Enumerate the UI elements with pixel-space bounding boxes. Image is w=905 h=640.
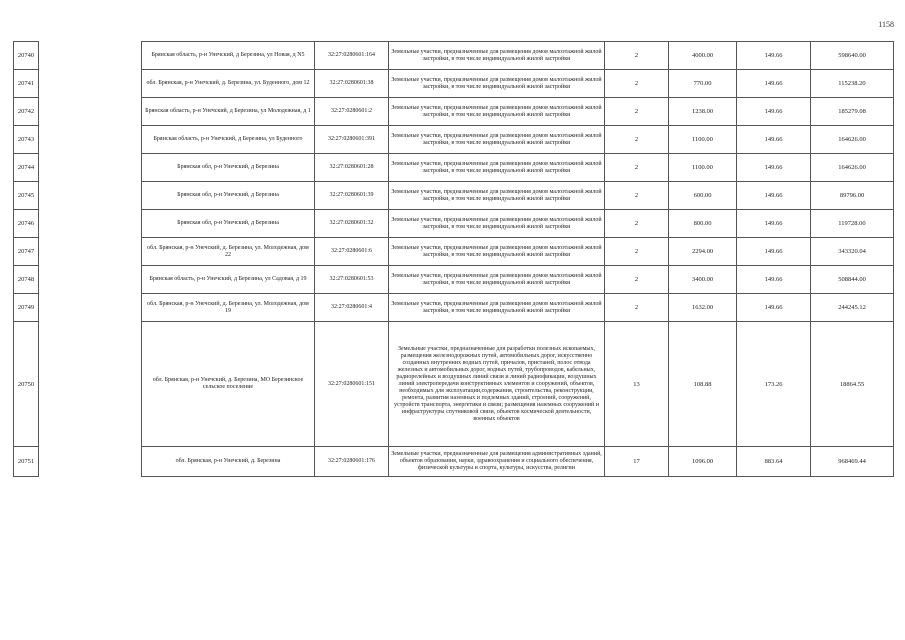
address-cell: обл. Брянская, р-н Унечский, д. Березина, ул. Молодежная, дом 22 [142,238,315,266]
area-cell: 1100.00 [669,126,737,154]
area-cell: 108.88 [669,322,737,447]
area-cell: 770.00 [669,70,737,98]
address-cell: обл. Брянская, р-н Унечский, д. Березина, МО Березинское сельское поселение [142,322,315,447]
address-cell: Брянская обл, р-н Унечский, д Березина [142,182,315,210]
group-number-cell: 2 [605,70,669,98]
table-row [14,322,894,447]
area-cell: 1096.00 [669,447,737,477]
cadastral-number-cell: 32:27:0280601:6 [315,238,389,266]
specific-value-cell: 149.66 [737,266,811,294]
cadastral-value-cell: 343320.04 [811,238,894,266]
row-number-cell: 20749 [14,294,39,322]
area-cell: 3400.00 [669,266,737,294]
row-number-cell: 20742 [14,98,39,126]
cadastral-number-cell: 32:27:0280601:2 [315,98,389,126]
group-number-cell: 2 [605,210,669,238]
row-number-cell: 20750 [14,322,39,447]
table-row [14,447,894,477]
land-purpose-cell: Земельные участки, предназначенные для размещения домов малоэтажной жилой застройки, в том числе индивидуальной жилой застройки [389,126,605,154]
specific-value-cell: 149.66 [737,98,811,126]
table-row [14,154,894,182]
specific-value-cell: 173.26 [737,322,811,447]
row-number-cell: 20744 [14,154,39,182]
address-cell: Брянская обл, р-н Унечский, д Березина [142,154,315,182]
area-cell: 1100.00 [669,154,737,182]
specific-value-cell: 149.66 [737,70,811,98]
spacer-cell [39,126,142,154]
group-number-cell: 13 [605,322,669,447]
row-number-cell: 20745 [14,182,39,210]
spacer-cell [39,294,142,322]
row-number-cell: 20746 [14,210,39,238]
specific-value-cell: 149.66 [737,210,811,238]
address-cell: обл. Брянская, р-н Унечский, д. Березина, ул. Молодежная, дом 19 [142,294,315,322]
cadastral-number-cell: 32:27:0280601:164 [315,42,389,70]
land-purpose-cell: Земельные участки, предназначенные для разработки полезных ископаемых, размещения железнодорожных путей, автомобильных дорог, искусственно созданных внутренних водных путей, причалов, пристаней, полос отвода железных и автомобильных дорог, водных путей, трубопроводов, кабельных, радиорелейных и воздушных линий связи и линий радиофикации, воздушных линий электропередачи конструктивных элементов и сооружений, объектов, необходимых для эксплуатации,содержания, строительства, реконструкции, ремонта, развития наземных и подземных зданий, строений, сооружений, устройств транспорта, энергетики и связи; размещения наземных сооружений и инфраструктуры спутниковой связи, объектов космической деятельности, военных объектов [389,322,605,447]
area-cell: 4000.00 [669,42,737,70]
table-row [14,294,894,322]
cadastral-value-cell: 508844.00 [811,266,894,294]
spacer-cell [39,447,142,477]
land-purpose-cell: Земельные участки, предназначенные для размещения административных зданий, объектов образования, науки, здравоохранения и социального обеспечения, физической культуры и спорта, культуры, искусства, религии [389,447,605,477]
table-row [14,42,894,70]
cadastral-number-cell: 32:27:0280601:391 [315,126,389,154]
table-row [14,210,894,238]
cadastral-number-cell: 32:27:0280601:176 [315,447,389,477]
specific-value-cell: 149.66 [737,154,811,182]
land-purpose-cell: Земельные участки, предназначенные для размещения домов малоэтажной жилой застройки, в том числе индивидуальной жилой застройки [389,42,605,70]
address-cell: обл. Брянская, р-н Унечский, д. Березина, ул. Буденного, дом 12 [142,70,315,98]
address-cell: Брянская область, р-н Унечский, д Березина, ул Новая, д N5 [142,42,315,70]
cadastral-number-cell: 32:27:0280601:39 [315,182,389,210]
cadastral-number-cell: 32:27:0280601:28 [315,154,389,182]
spacer-cell [39,42,142,70]
cadastral-number-cell: 32:27:0280601:151 [315,322,389,447]
specific-value-cell: 149.66 [737,42,811,70]
cadastral-value-cell: 18864.55 [811,322,894,447]
address-cell: обл. Брянская, р-н Унечский, д. Березина [142,447,315,477]
row-number-cell: 20741 [14,70,39,98]
table-row [14,238,894,266]
address-cell: Брянская область, р-н Унечский, д Березина, ул Молодежная, д 1 [142,98,315,126]
cadastral-value-cell: 89796.00 [811,182,894,210]
row-number-cell: 20743 [14,126,39,154]
cadastral-number-cell: 32:27:0280601:38 [315,70,389,98]
cadastral-value-cell: 115238.20 [811,70,894,98]
address-cell: Брянская область, р-н Унечский, д Березина, ул Буденного [142,126,315,154]
table-row [14,126,894,154]
group-number-cell: 2 [605,98,669,126]
land-purpose-cell: Земельные участки, предназначенные для размещения домов малоэтажной жилой застройки, в том числе индивидуальной жилой застройки [389,70,605,98]
group-number-cell: 2 [605,182,669,210]
area-cell: 1238.00 [669,98,737,126]
table-row [14,182,894,210]
cadastral-value-cell: 968469.44 [811,447,894,477]
spacer-cell [39,182,142,210]
area-cell: 1632.00 [669,294,737,322]
group-number-cell: 17 [605,447,669,477]
cadastral-value-cell: 244245.12 [811,294,894,322]
land-purpose-cell: Земельные участки, предназначенные для размещения домов малоэтажной жилой застройки, в том числе индивидуальной жилой застройки [389,266,605,294]
cadastral-value-cell: 119728.00 [811,210,894,238]
spacer-cell [39,98,142,126]
area-cell: 800.00 [669,210,737,238]
land-purpose-cell: Земельные участки, предназначенные для размещения домов малоэтажной жилой застройки, в том числе индивидуальной жилой застройки [389,154,605,182]
cadastral-number-cell: 32:27:0280601:4 [315,294,389,322]
group-number-cell: 2 [605,238,669,266]
table-body [14,42,894,477]
cadastral-value-cell: 598640.00 [811,42,894,70]
area-cell: 2294.00 [669,238,737,266]
cadastral-number-cell: 32:27:0280601:32 [315,210,389,238]
specific-value-cell: 883.64 [737,447,811,477]
spacer-cell [39,322,142,447]
area-cell: 600.00 [669,182,737,210]
row-number-cell: 20747 [14,238,39,266]
table-row [14,98,894,126]
table-row [14,266,894,294]
spacer-cell [39,238,142,266]
page-number: 1158 [878,20,894,29]
cadastral-value-cell: 164626.00 [811,126,894,154]
address-cell: Брянская область, р-н Унечский, д Березина, ул Садовая, д 19 [142,266,315,294]
cadastral-value-cell: 185279.08 [811,98,894,126]
specific-value-cell: 149.66 [737,182,811,210]
specific-value-cell: 149.66 [737,294,811,322]
cadastral-number-cell: 32:27:0280601:53 [315,266,389,294]
land-purpose-cell: Земельные участки, предназначенные для размещения домов малоэтажной жилой застройки, в том числе индивидуальной жилой застройки [389,210,605,238]
row-number-cell: 20748 [14,266,39,294]
land-purpose-cell: Земельные участки, предназначенные для размещения домов малоэтажной жилой застройки, в том числе индивидуальной жилой застройки [389,238,605,266]
specific-value-cell: 149.66 [737,238,811,266]
land-purpose-cell: Земельные участки, предназначенные для размещения домов малоэтажной жилой застройки, в том числе индивидуальной жилой застройки [389,294,605,322]
land-registry-table [13,41,894,477]
group-number-cell: 2 [605,266,669,294]
specific-value-cell: 149.66 [737,126,811,154]
row-number-cell: 20740 [14,42,39,70]
spacer-cell [39,70,142,98]
group-number-cell: 2 [605,154,669,182]
row-number-cell: 20751 [14,447,39,477]
table-row [14,70,894,98]
address-cell: Брянская обл, р-н Унечский, д Березина [142,210,315,238]
group-number-cell: 2 [605,294,669,322]
land-purpose-cell: Земельные участки, предназначенные для размещения домов малоэтажной жилой застройки, в том числе индивидуальной жилой застройки [389,98,605,126]
group-number-cell: 2 [605,126,669,154]
spacer-cell [39,210,142,238]
cadastral-value-cell: 164626.00 [811,154,894,182]
land-purpose-cell: Земельные участки, предназначенные для размещения домов малоэтажной жилой застройки, в том числе индивидуальной жилой застройки [389,182,605,210]
spacer-cell [39,266,142,294]
spacer-cell [39,154,142,182]
group-number-cell: 2 [605,42,669,70]
